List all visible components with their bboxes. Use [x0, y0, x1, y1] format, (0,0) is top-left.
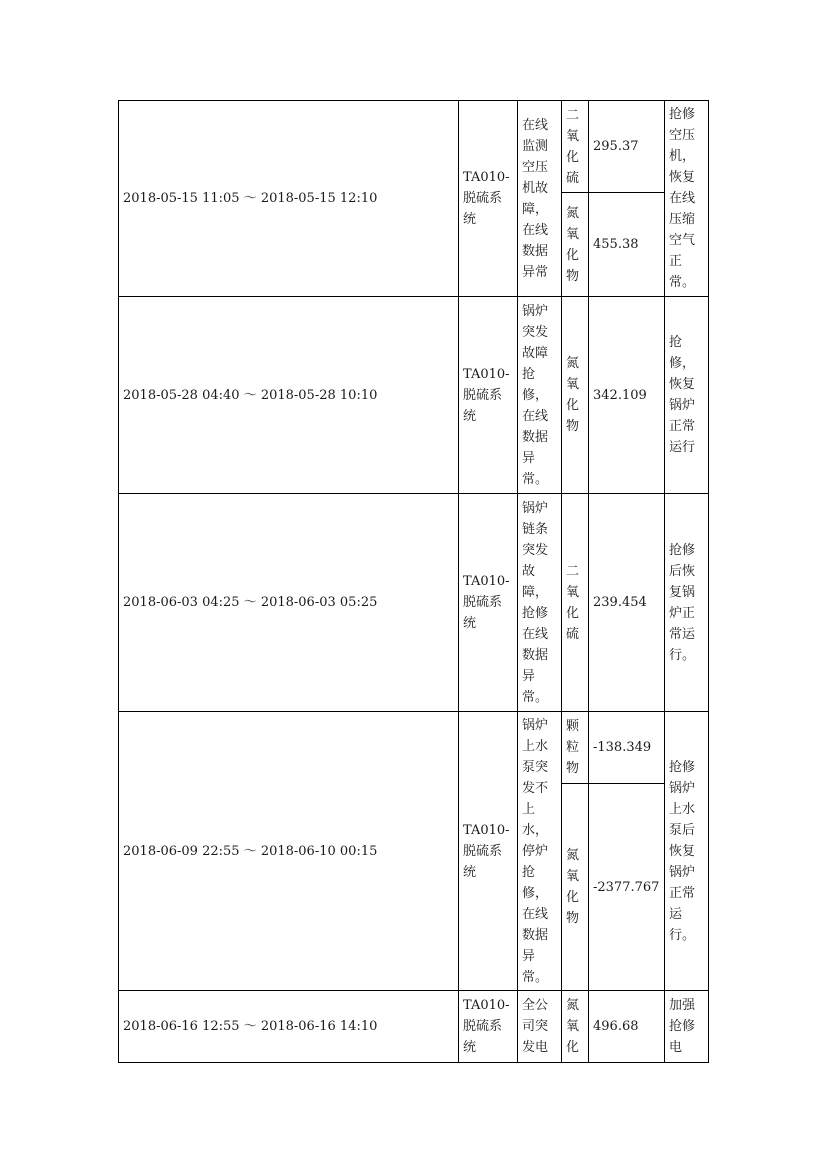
table-row: [119, 101, 709, 193]
system-cell: TA010-脱硫系统: [459, 101, 518, 297]
cause-cell: 锅炉突发故障抢修，在线数据异常。: [518, 297, 562, 494]
value-cell: -138.349: [589, 712, 665, 784]
pollutant-cell: 氮氧化: [562, 991, 589, 1063]
pollutant-cell: 颗粒物: [562, 712, 589, 784]
exceedance-record-table: [118, 100, 709, 1063]
period-cell: 2018-06-16 12:55 ～ 2018-06-16 14:10: [119, 991, 459, 1063]
value-cell: 455.38: [589, 193, 665, 297]
pollutant-cell: 氮氧化物: [562, 297, 589, 494]
value-cell: 342.109: [589, 297, 665, 494]
cause-cell: 全公司突发电: [518, 991, 562, 1063]
measure-cell: 抢修后恢复锅炉正常运行。: [665, 494, 709, 712]
measure-cell: 抢修锅炉上水泵后恢复锅炉正常运行。: [665, 712, 709, 991]
table-row: [119, 712, 709, 784]
period-cell: 2018-05-28 04:40 ～ 2018-05-28 10:10: [119, 297, 459, 494]
system-cell: TA010-脱硫系统: [459, 712, 518, 991]
measure-cell: 加强抢修电: [665, 991, 709, 1063]
period-cell: 2018-06-09 22:55 ～ 2018-06-10 00:15: [119, 712, 459, 991]
system-cell: TA010-脱硫系统: [459, 494, 518, 712]
period-cell: 2018-06-03 04:25 ～ 2018-06-03 05:25: [119, 494, 459, 712]
pollutant-cell: 二氧化硫: [562, 494, 589, 712]
cause-cell: 在线监测空压机故障，在线数据异常: [518, 101, 562, 297]
table-row: [119, 991, 709, 1063]
system-cell: TA010-脱硫系统: [459, 991, 518, 1063]
table-row: [119, 297, 709, 494]
value-cell: 295.37: [589, 101, 665, 193]
system-cell: TA010-脱硫系统: [459, 297, 518, 494]
value-cell: 239.454: [589, 494, 665, 712]
pollutant-cell: 氮氧化物: [562, 193, 589, 297]
pollutant-cell: 氮氧化物: [562, 784, 589, 991]
cause-cell: 锅炉链条突发故障，抢修在线数据异常。: [518, 494, 562, 712]
table-row: [119, 494, 709, 712]
measure-cell: 抢修，恢复锅炉正常运行: [665, 297, 709, 494]
cause-cell: 锅炉上水泵突发不上水，停炉抢修，在线数据异常。: [518, 712, 562, 991]
period-cell: 2018-05-15 11:05 ～ 2018-05-15 12:10: [119, 101, 459, 297]
pollutant-cell: 二氧化硫: [562, 101, 589, 193]
value-cell: 496.68: [589, 991, 665, 1063]
measure-cell: 抢修空压机，恢复在线压缩空气正常。: [665, 101, 709, 297]
value-cell: -2377.767: [589, 784, 665, 991]
